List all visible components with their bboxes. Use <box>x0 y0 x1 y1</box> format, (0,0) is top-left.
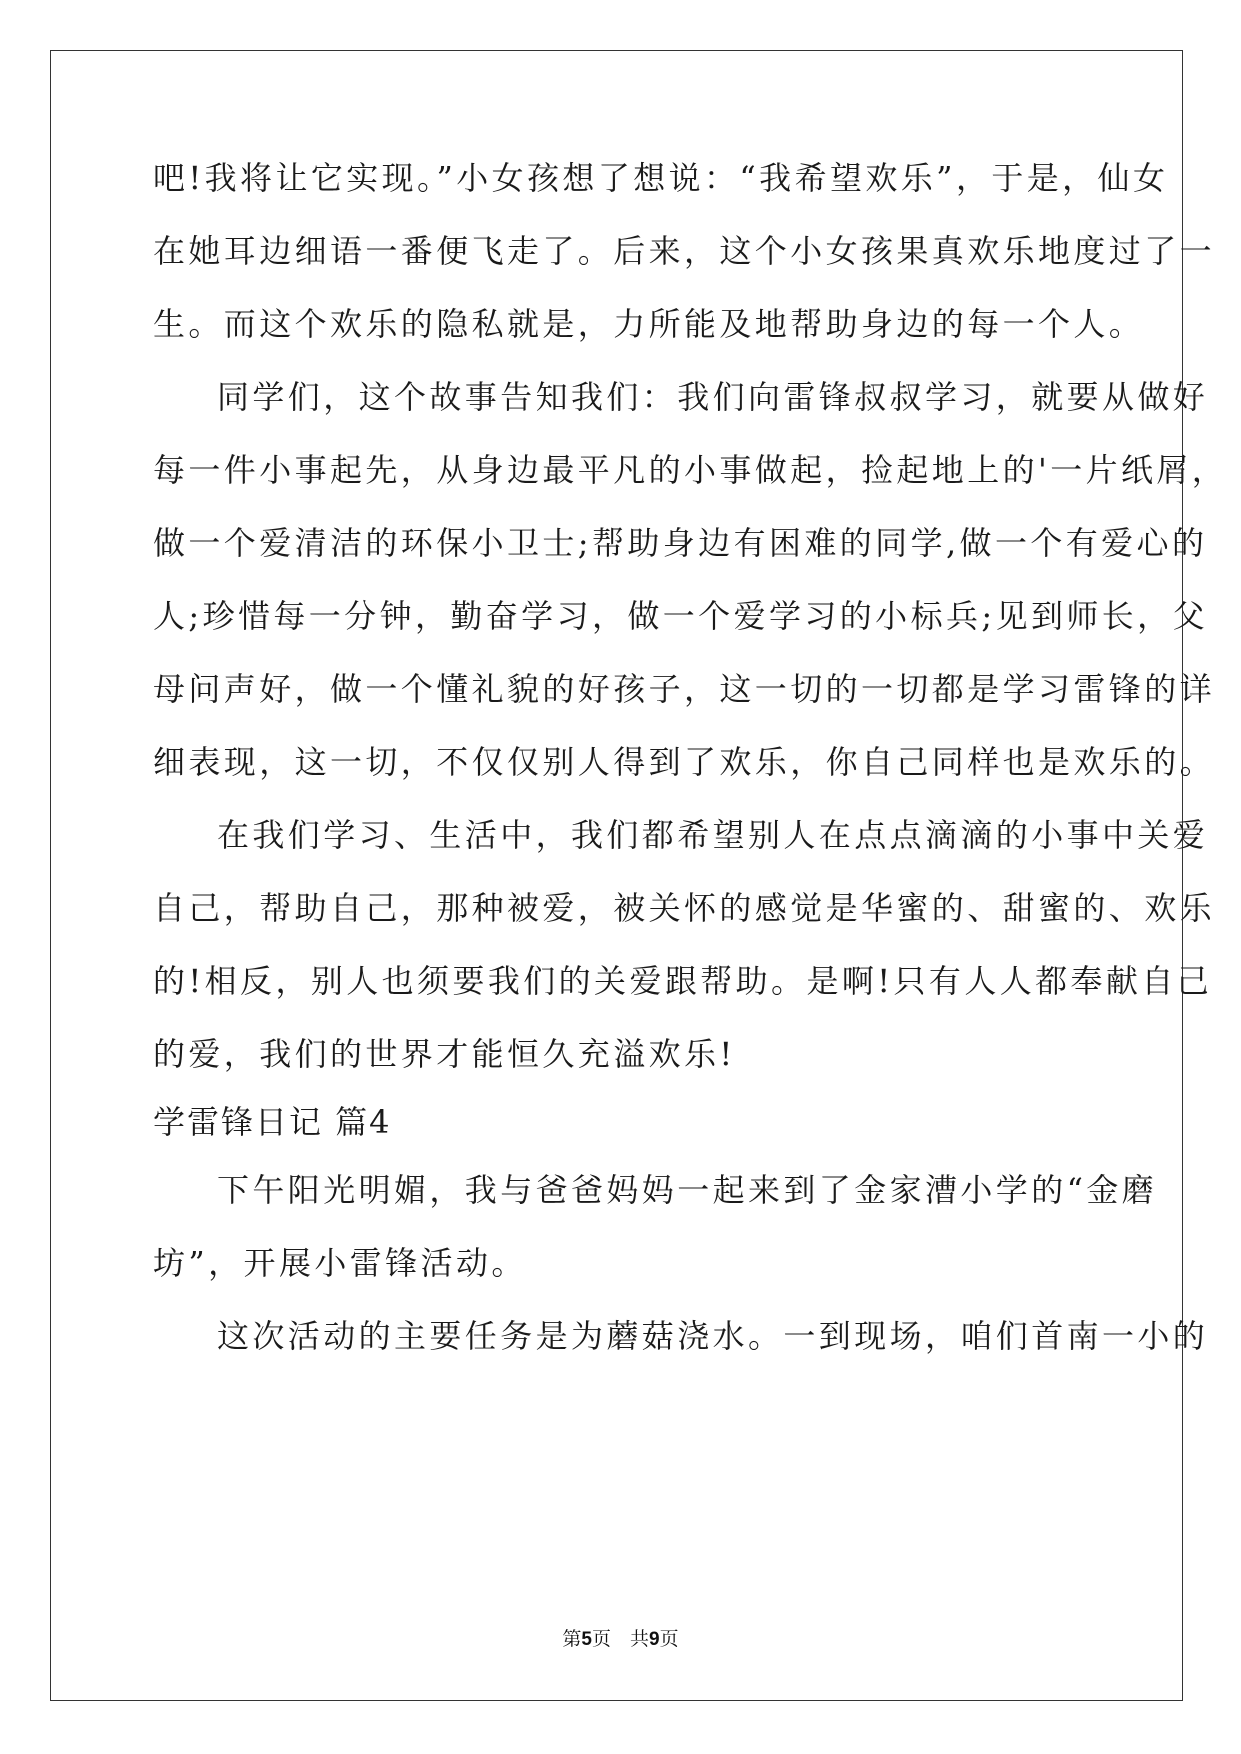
page-footer <box>0 1628 1241 1651</box>
text-line: 的爱，我们的世界才能恒久充溢欢乐! <box>153 1035 736 1073</box>
text-line: 吧!我将让它实现。”小女孩想了想说：“我希望欢乐”，于是，仙女 <box>153 159 1169 197</box>
page-separator: 页 共 <box>591 1628 649 1650</box>
paragraph-start-line: 在我们学习、生活中，我们都希望别人在点点滴滴的小事中关爱 <box>217 816 1209 854</box>
paragraph-start-line: 这次活动的主要任务是为蘑菇浇水。一到现场，咱们首南一小的 <box>217 1317 1209 1355</box>
page-prefix: 第 <box>562 1628 582 1650</box>
text-line: 自己，帮助自己，那种被爱，被关怀的感觉是华蜜的、甜蜜的、欢乐 <box>153 889 1216 927</box>
section-heading: 学雷锋日记 篇4 <box>153 1103 392 1141</box>
page-border <box>50 50 1183 1701</box>
current-page-number: 5 <box>581 1629 592 1650</box>
text-line: 人;珍惜每一分钟，勤奋学习，做一个爱学习的小标兵;见到师长，父 <box>153 597 1208 635</box>
total-page-number: 9 <box>649 1629 660 1650</box>
text-line: 的!相反，别人也须要我们的关爱跟帮助。是啊!只有人人都奉献自己 <box>153 962 1213 1000</box>
text-line: 坊”，开展小雷锋活动。 <box>153 1244 527 1282</box>
paragraph-start-line: 同学们，这个故事告知我们：我们向雷锋叔叔学习，就要从做好 <box>217 378 1209 416</box>
text-line: 生。而这个欢乐的隐私就是，力所能及地帮助身边的每一个人。 <box>153 305 1145 343</box>
text-line: 母问声好，做一个懂礼貌的好孩子，这一切的一切都是学习雷锋的详 <box>153 670 1216 708</box>
text-line: 在她耳边细语一番便飞走了。后来，这个小女孩果真欢乐地度过了一 <box>153 232 1216 270</box>
text-line: 做一个爱清洁的环保小卫士;帮助身边有困难的同学,做一个有爱心的 <box>153 524 1208 562</box>
page-suffix: 页 <box>659 1628 679 1650</box>
text-line: 每一件小事起先，从身边最平凡的小事做起，捡起地上的'一片纸屑， <box>153 451 1228 489</box>
text-line: 细表现，这一切，不仅仅别人得到了欢乐，你自己同样也是欢乐的。 <box>153 743 1216 781</box>
paragraph-start-line: 下午阳光明媚，我与爸爸妈妈一起来到了金家漕小学的“金磨 <box>217 1171 1158 1209</box>
